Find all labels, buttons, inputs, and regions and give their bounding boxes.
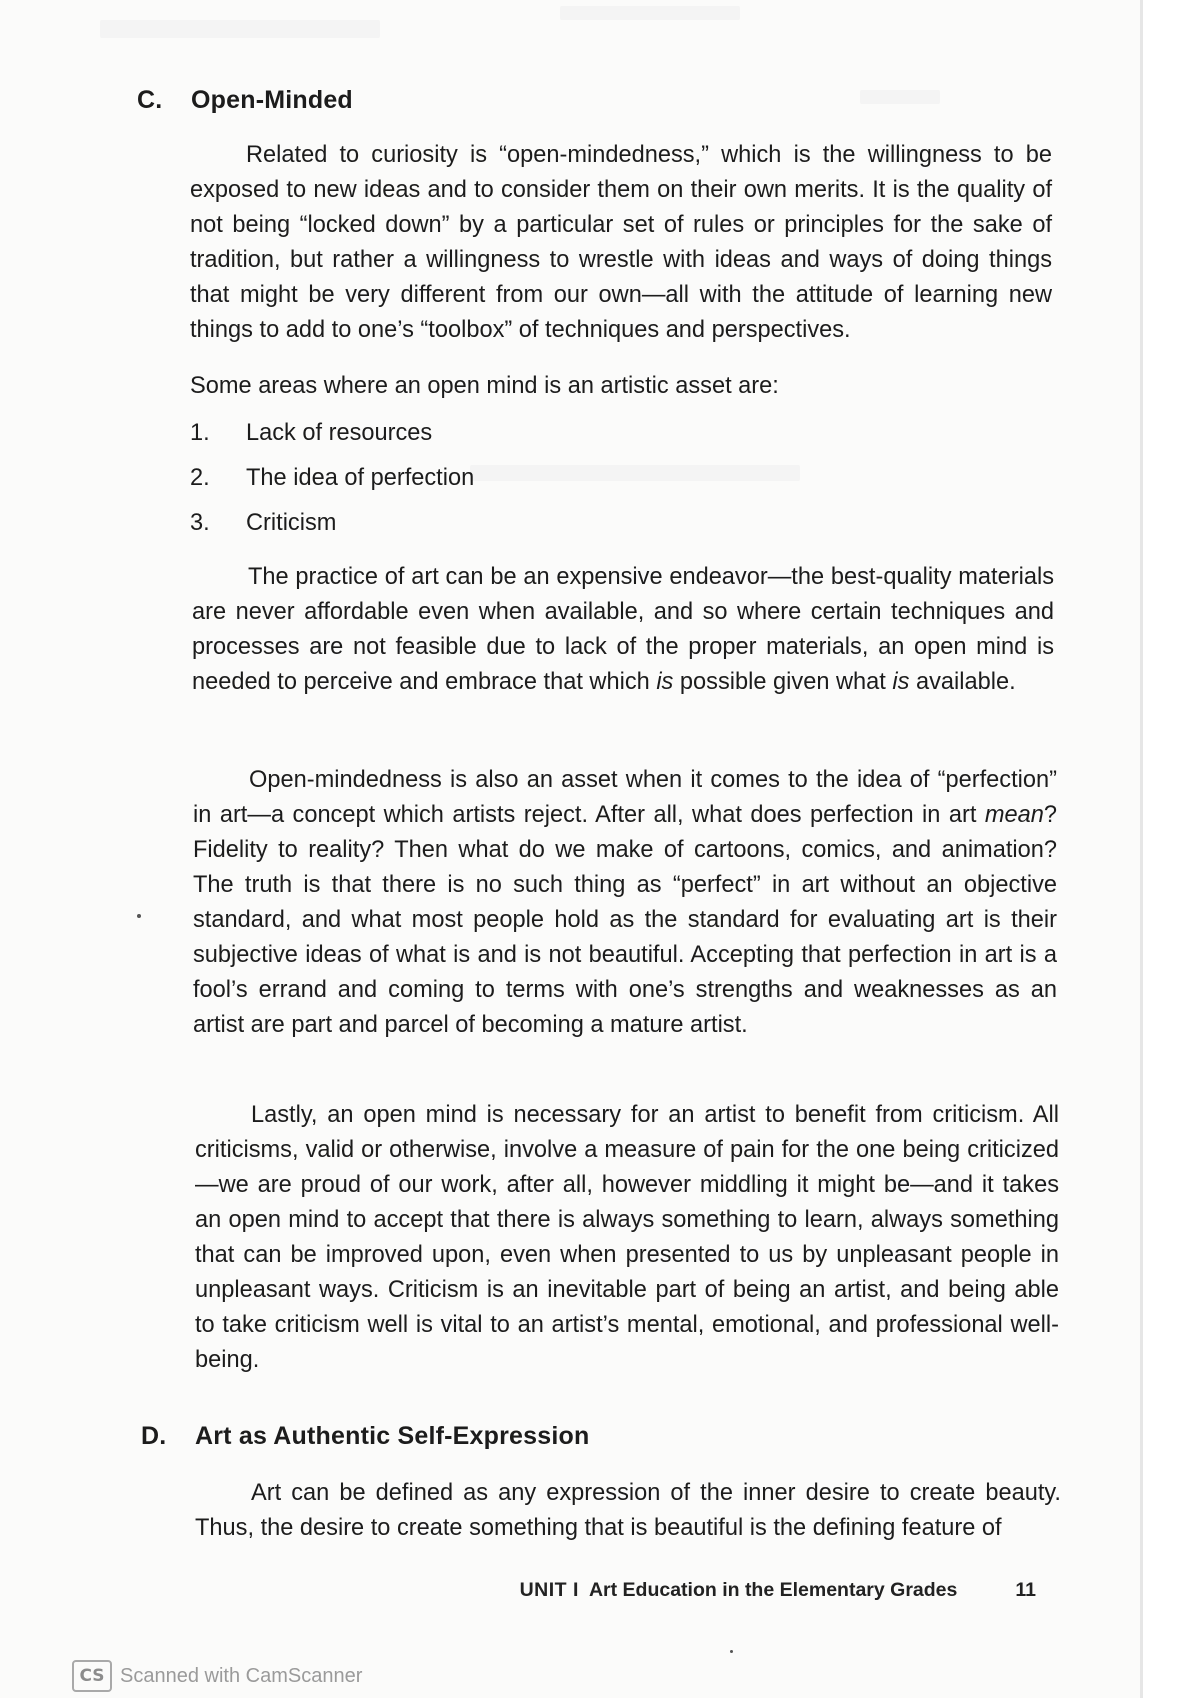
asset-list <box>190 416 474 551</box>
section-c-paragraph-2 <box>192 560 1054 700</box>
list-number: 2. <box>190 465 210 491</box>
list-label: The idea of perfection <box>246 465 475 491</box>
section-c-paragraph-4 <box>195 1098 1059 1378</box>
list-number: 3. <box>190 510 210 536</box>
section-c-heading <box>137 86 353 115</box>
scan-speck <box>137 914 141 918</box>
emphasis-text: is <box>892 669 910 695</box>
emphasis-text: mean <box>984 802 1044 828</box>
paragraph-text: Art can be defined as any expression of the inner desire to create beauty. Thus, the desire to create something that is beautiful is the defining feature of <box>195 1480 1061 1541</box>
section-d-heading <box>141 1422 589 1451</box>
camscanner-watermark <box>72 1660 362 1692</box>
page-footer <box>520 1579 1036 1602</box>
paragraph-text: possible given what <box>673 669 893 695</box>
page-number: 11 <box>1015 1579 1036 1601</box>
paragraph-text: Lastly, an open mind is necessary for an artist to benefit from criticism. All criticisms, valid or otherwise, involve a measure of pain for the one being criticized—we are proud of our work, after all, however middling it might be—and it takes an open mind to accept that there is always something to learn, always something that can be improved upon, even when presented to us by unpleasant people in unpleasant ways. Criticism is an inevitable part of being an artist, and being able to take criticism well is vital to an artist’s mental, emotional, and professional well-being. <box>195 1102 1059 1373</box>
section-c-letter: C. <box>137 86 163 114</box>
show-through-mark <box>100 20 380 38</box>
paragraph-text: Related to curiosity is “open-mindedness,” which is the willingness to be exposed to new ideas and to consider them on their own merits. It is the quality of not being “locked down” by a particular set of rules or principles for the sake of tradition, but rather a willingness to wrestle with ideas and ways of doing things that might be very different from our own—all with the attitude of learning new things to add to one’s “toolbox” of techniques and perspectives. <box>190 142 1052 343</box>
paragraph-text: The practice of art can be an expensive endeavor—the best-quality materials are never affordable even when available, and so where certain techniques and processes are not feasible due to lack of the proper materials, an open mind is needed to perceive and embrace that which <box>192 564 1054 695</box>
paragraph-text: available. <box>909 669 1016 695</box>
paragraph-text: Open-mindedness is also an asset when it comes to the idea of “perfection” in art—a concept which artists reject. After all, what does perfection in art <box>193 767 1057 828</box>
list-item <box>190 506 474 551</box>
camscanner-logo-icon: CS <box>72 1660 112 1692</box>
footer-title: Art Education in the Elementary Grades <box>588 1579 958 1601</box>
page-edge <box>1140 0 1143 1698</box>
list-number: 1. <box>190 420 210 446</box>
list-label: Criticism <box>246 510 337 536</box>
list-intro: Some areas where an open mind is an artistic asset are: <box>190 373 779 399</box>
show-through-mark <box>860 90 940 104</box>
section-c-paragraph-3 <box>193 763 1057 1043</box>
show-through-mark <box>470 465 800 481</box>
scan-speck <box>730 1650 733 1653</box>
emphasis-text: is <box>656 669 674 695</box>
paragraph-text: ? Fidelity to reality? Then what do we make of cartoons, comics, and animation? The truth is that there is no such thing as “perfect” in art without an objective standard, and what most people hold as the standard for evaluating art is their subjective ideas of what is and is not beautiful. Accepting that perfection in art is a fool’s errand and coming to terms with one’s strengths and weaknesses as an artist are part and parcel of becoming a mature artist. <box>193 802 1057 1038</box>
list-label: Lack of resources <box>246 420 433 446</box>
footer-unit: UNIT I <box>519 1579 579 1601</box>
watermark-text: Scanned with CamScanner <box>120 1664 363 1687</box>
section-c-paragraph-1 <box>190 138 1052 348</box>
section-c-title: Open-Minded <box>191 86 353 114</box>
section-d-paragraph-1 <box>195 1476 1061 1546</box>
list-item <box>190 461 474 506</box>
list-item <box>190 416 474 461</box>
section-d-letter: D. <box>141 1422 167 1450</box>
section-d-title: Art as Authentic Self-Expression <box>195 1422 590 1450</box>
show-through-mark <box>560 6 740 20</box>
